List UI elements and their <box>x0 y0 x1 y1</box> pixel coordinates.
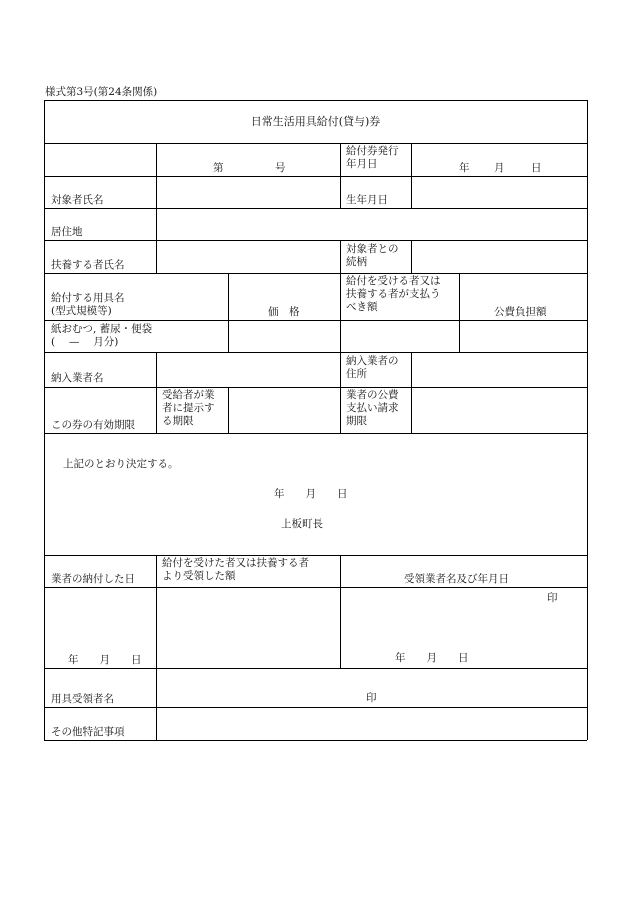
number-prefix: 第 <box>213 162 224 174</box>
relation-label: 対象者との 続柄 <box>346 243 399 268</box>
equipment-label: 給付する用具名 (型式規模等) <box>51 292 125 317</box>
number-suffix: 号 <box>275 162 286 174</box>
form-title: 日常生活用具給付(貸与)券 <box>250 115 381 128</box>
public-burden-label: 公費負担額 <box>494 306 547 318</box>
diaper-label: 紙おむつ, 蓄尿・便袋 ( — 月分) <box>51 323 153 348</box>
issue-month: 月 <box>494 162 505 174</box>
issue-date-label: 給付券発行 年月日 <box>346 145 399 170</box>
recipient-label: 用具受領者名 <box>51 693 114 705</box>
vendor-date-value: 年 月 日 <box>395 652 469 664</box>
decision-text: 上記のとおり決定する。 <box>63 458 179 470</box>
issue-year: 年 <box>459 162 470 174</box>
notes-label: その他特記事項 <box>51 726 125 738</box>
mayor-name: 上板町長 <box>281 518 323 530</box>
recipient-seal: 印 <box>366 692 377 704</box>
delivery-date-value: 年 月 日 <box>68 654 142 666</box>
payer-amount-label: 給付を受ける者又は 扶養する者が支払う べき額 <box>346 275 441 313</box>
supporter-name-label: 扶養する者氏名 <box>51 259 125 271</box>
delivery-date-label: 業者の納付した日 <box>51 573 135 585</box>
claim-deadline-label: 業者の公費 支払い請求 期限 <box>346 389 399 427</box>
vendor-seal: 印 <box>547 592 558 604</box>
residence-label: 居住地 <box>51 226 83 238</box>
vendor-address-label: 納入業者の 住所 <box>346 355 399 380</box>
vendor-date-label: 受領業者名及び年月日 <box>404 573 509 585</box>
presentation-deadline-label: 受給者が業 者に提示す る期限 <box>162 389 215 427</box>
price-label: 価 格 <box>268 306 300 318</box>
validity-label: この券の有効期限 <box>51 419 135 431</box>
form-number: 様式第3号(第24条関係) <box>45 86 158 98</box>
decision-date: 年 月 日 <box>274 488 348 500</box>
received-amount-label: 給付を受けた者又は扶養する者 より受領した額 <box>162 557 309 582</box>
vendor-name-label: 納入業者名 <box>51 372 104 384</box>
birth-date-label: 生年月日 <box>346 194 388 206</box>
issue-day: 日 <box>531 162 542 174</box>
subject-name-label: 対象者氏名 <box>51 194 104 206</box>
